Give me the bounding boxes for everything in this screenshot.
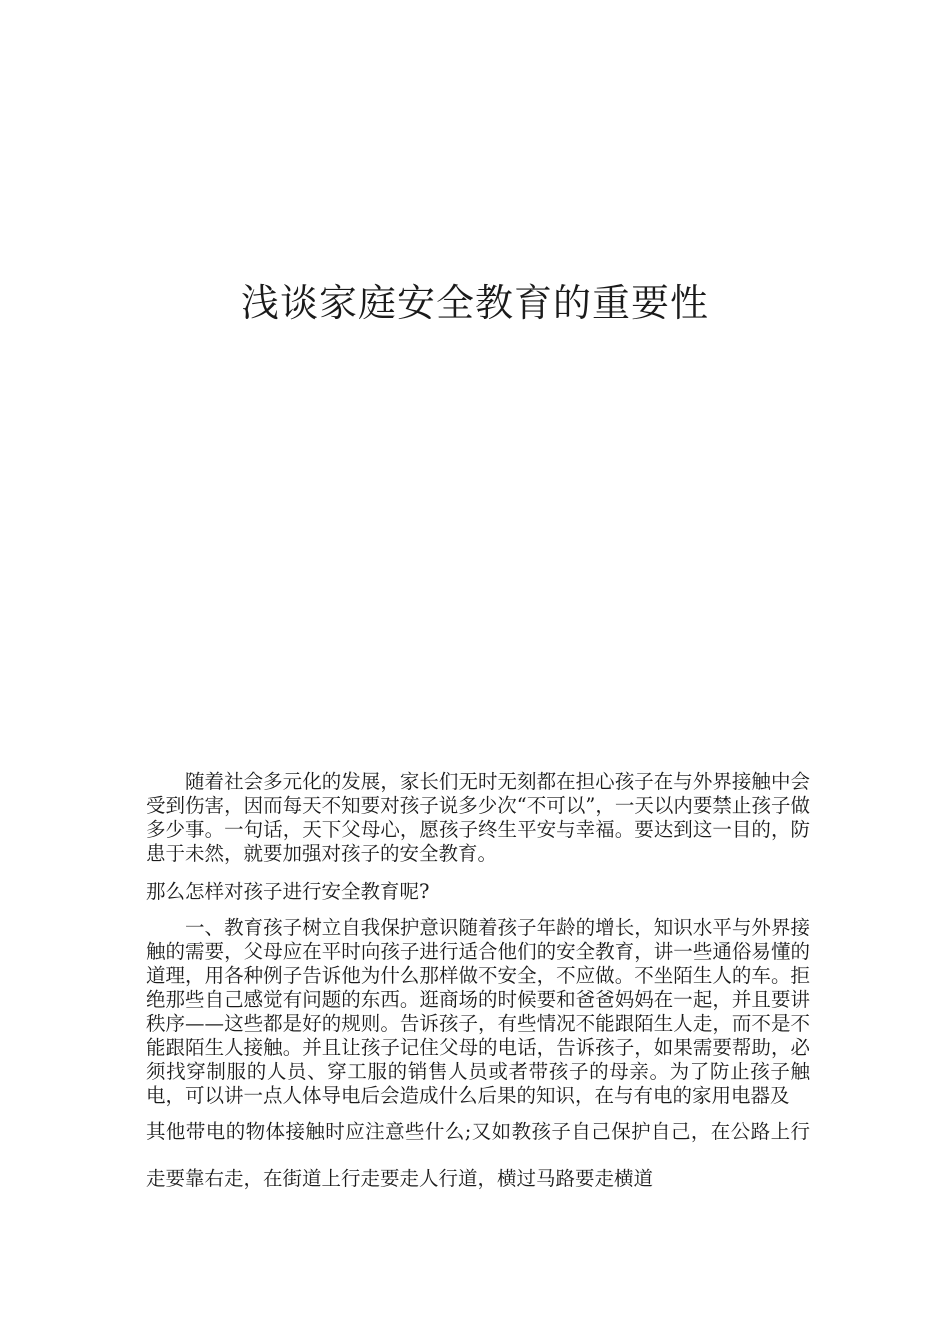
section-one-paragraph: 一、教育孩子树立自我保护意识随着孩子年龄的增长，知识水平与外界接触的需要，父母应在平时向孩子进行适合他们的安全教育，讲一些通俗易懂的道理，用各种例子告诉他为什么那样做不安全，不应做。不坐陌生人的车。拒绝那些自己感觉有问题的东西。逛商场的时候要和爸爸妈妈在一起，并且要讲秩序——这些都是好的规则。告诉孩子，有些情况不能跟陌生人走，而不是不能跟陌生人接触。并且让孩子记住父母的电话，告诉孩子，如果需要帮助，必须找穿制服的人员、穿工服的销售人员或者带孩子的母亲。为了防止孩子触电，可以讲一点人体导电后会造成什么后果的知识，在与有电的家用电器及: [146, 916, 810, 1107]
document-body: [146, 770, 810, 1202]
intro-paragraph: 随着社会多元化的发展，家长们无时无刻都在担心孩子在与外界接触中会受到伤害，因而每天不知要对孩子说多少次“不可以”，一天以内要禁止孩子做多少事。一句话，天下父母心，愿孩子终生平安与幸福。要达到这一目的，防患于未然，就要加强对孩子的安全教育。: [146, 770, 810, 865]
continuation-paragraph: 其他带电的物体接触时应注意些什么;又如教孩子自己保护自己，在公路上行走要靠右走，在街道上行走要走人行道，横过马路要走横道: [146, 1120, 810, 1190]
document-title: 浅谈家庭安全教育的重要性: [240, 281, 709, 325]
question-paragraph: 那么怎样对孩子进行安全教育呢?: [146, 880, 430, 903]
